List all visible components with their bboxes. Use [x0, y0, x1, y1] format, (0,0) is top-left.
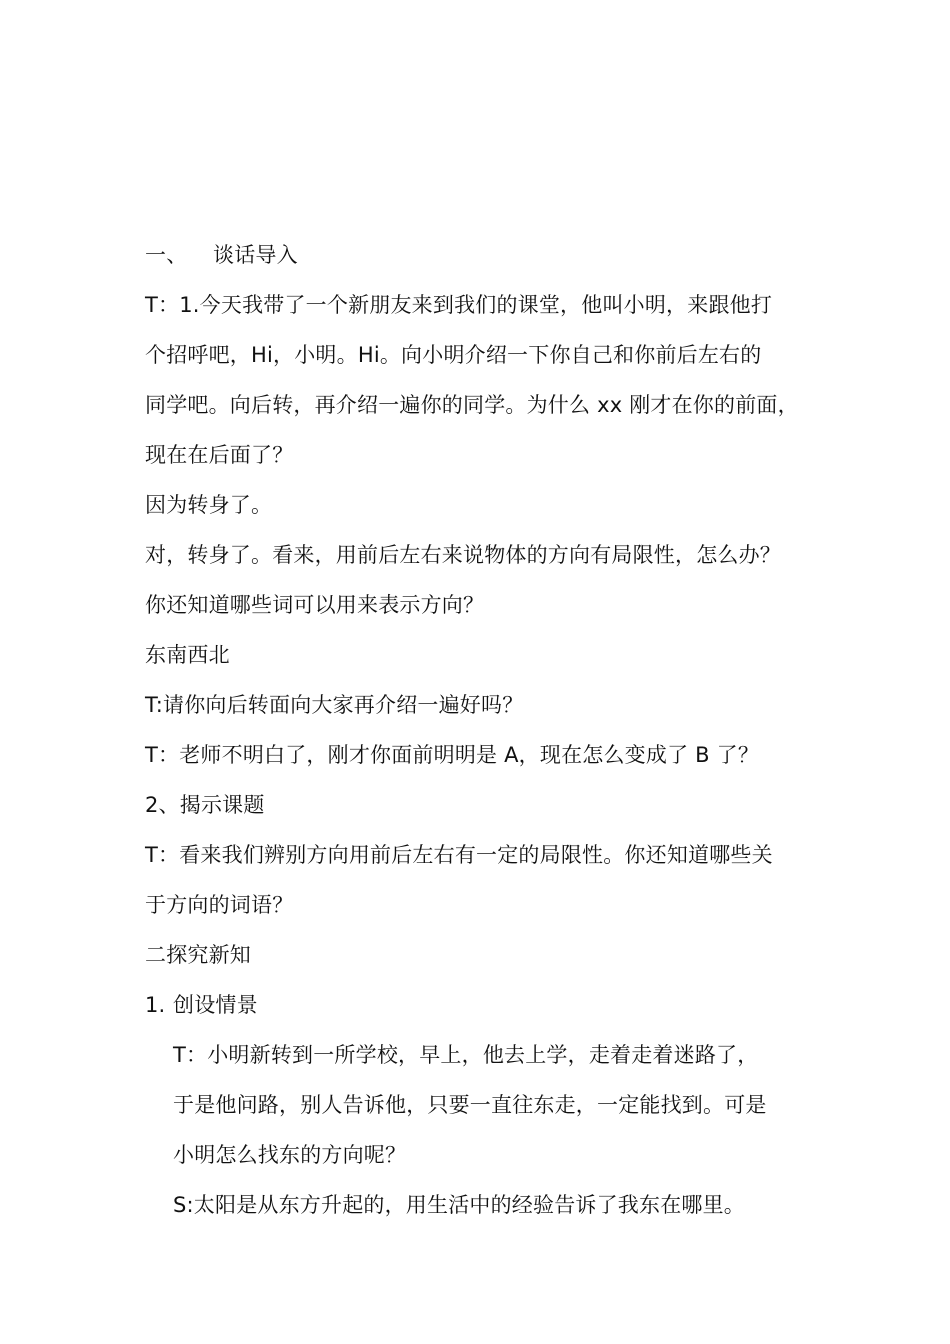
paragraph-line: T：1.今天我带了一个新朋友来到我们的课堂，他叫小明，来跟他打 — [145, 293, 773, 317]
indented-line: S:太阳是从东方升起的，用生活中的经验告诉了我东在哪里。 — [173, 1193, 746, 1217]
paragraph-line: 于方向的词语？ — [145, 893, 294, 917]
paragraph-line: T:请你向后转面向大家再介绍一遍好吗？ — [145, 693, 524, 717]
paragraph-line: 你还知道哪些词可以用来表示方向？ — [145, 593, 485, 617]
section-number: 一、 — [145, 243, 188, 267]
paragraph-line: 同学吧。向后转，再介绍一遍你的同学。为什么 xx 刚才在你的前面， — [145, 393, 799, 417]
paragraph-line: T：看来我们辨别方向用前后左右有一定的局限性。你还知道哪些关 — [145, 843, 773, 867]
indented-line: 于是他问路，别人告诉他，只要一直往东走，一定能找到。可是 — [173, 1093, 767, 1117]
section-heading-1 — [145, 230, 825, 280]
paragraph-line: 东南西北 — [145, 643, 230, 667]
indented-line: 小明怎么找东的方向呢？ — [173, 1143, 407, 1167]
list-item-heading — [145, 980, 825, 1030]
paragraph-line: 个招呼吧，Hi，小明。Hi。向小明介绍一下你自己和你前后左右的 — [145, 343, 762, 367]
paragraph-line: 对，转身了。看来，用前后左右来说物体的方向有局限性，怎么办？ — [145, 543, 781, 567]
list-item-number: 1. — [145, 993, 166, 1017]
section-heading-2: 二探究新知 — [145, 943, 251, 967]
list-item-title: 创设情景 — [173, 993, 258, 1017]
section-title: 谈话导入 — [213, 243, 298, 267]
paragraph-line: 现在在后面了？ — [145, 443, 294, 467]
paragraph-line: 因为转身了。 — [145, 493, 273, 517]
paragraph-line: T：老师不明白了，刚才你面前明明是 A，现在怎么变成了 B 了？ — [145, 743, 760, 767]
document-body — [145, 230, 825, 1230]
indented-line: T：小明新转到一所学校，早上，他去上学，走着走着迷路了， — [173, 1043, 759, 1067]
subheading-line: 2、揭示课题 — [145, 793, 265, 817]
